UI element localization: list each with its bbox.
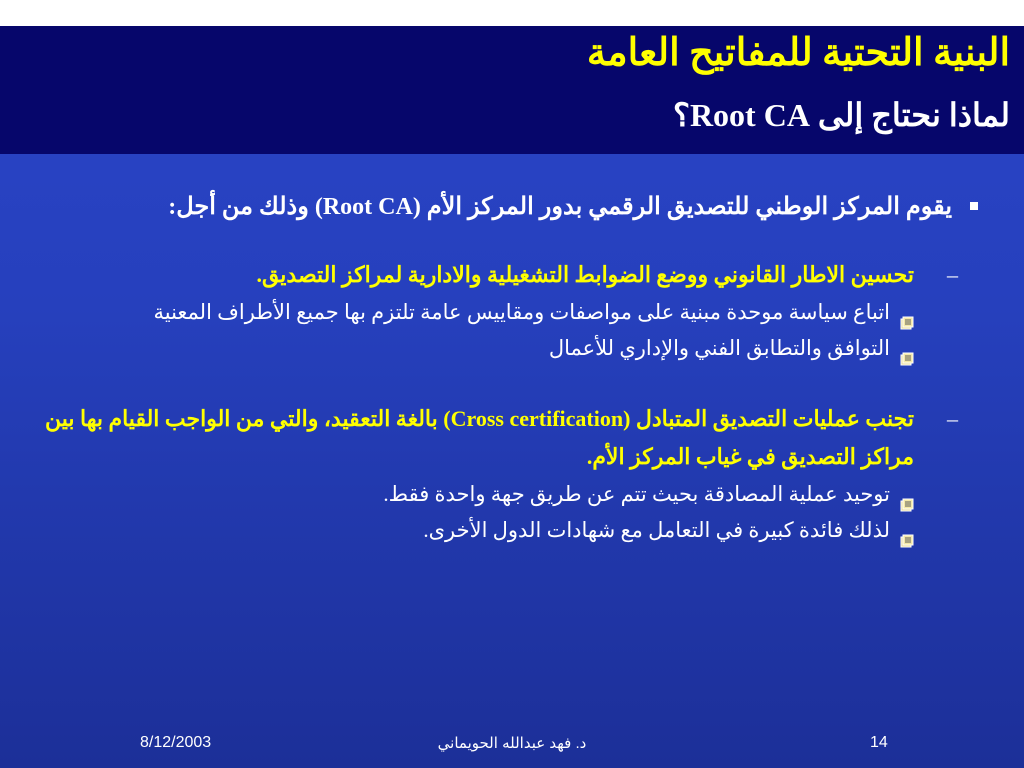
sub-list-item-text: اتباع سياسة موحدة مبنية على مواصفات ومقاييس عامة تلتزم بها جميع الأطراف المعنية xyxy=(153,300,890,324)
clipboard-icon xyxy=(900,523,914,537)
sub-list-item xyxy=(38,330,978,366)
square-bullet-icon xyxy=(970,202,978,210)
list-item xyxy=(38,400,978,476)
sub-list-item xyxy=(38,476,978,512)
footer-date: 8/12/2003 xyxy=(140,734,212,751)
dash-bullet-icon: – xyxy=(947,406,958,431)
page-number: 14 xyxy=(870,734,888,751)
footer-author: د. فهد عبدالله الحويماني xyxy=(437,735,587,752)
sub-list-item-text: توحيد عملية المصادقة بحيث تتم عن طريق جهة واحدة فقط. xyxy=(383,482,890,506)
sub-list-item xyxy=(38,294,978,330)
list-item xyxy=(38,256,978,294)
slide-title: البنية التحتية للمفاتيح العامة xyxy=(586,32,1010,74)
clipboard-icon xyxy=(900,341,914,355)
main-bullet-text: يقوم المركز الوطني للتصديق الرقمي بدور المركز الأم (Root CA) وذلك من أجل: xyxy=(168,194,952,220)
dash-bullet-icon: – xyxy=(947,262,958,287)
clipboard-icon xyxy=(900,487,914,501)
clipboard-icon xyxy=(900,305,914,319)
sub-list-item-text: لذلك فائدة كبيرة في التعامل مع شهادات الدول الأخرى. xyxy=(423,518,890,542)
slide-body xyxy=(38,190,978,548)
top-margin-strip xyxy=(0,0,1024,26)
slide-subtitle: لماذا نحتاج إلى Root CA؟ xyxy=(672,97,1010,133)
sub-list-item xyxy=(38,512,978,548)
list-item-text: تحسين الاطار القانوني ووضع الضوابط التشغيلية والادارية لمراكز التصديق. xyxy=(256,262,914,287)
list-item-text: تجنب عمليات التصديق المتبادل (Cross certification) بالغة التعقيد، والتي من الواجب القيام بها بين مراكز التصديق في غياب المركز الأم. xyxy=(45,406,914,469)
sub-list-item-text: التوافق والتطابق الفني والإداري للأعمال xyxy=(548,336,890,360)
main-bullet xyxy=(38,190,978,224)
